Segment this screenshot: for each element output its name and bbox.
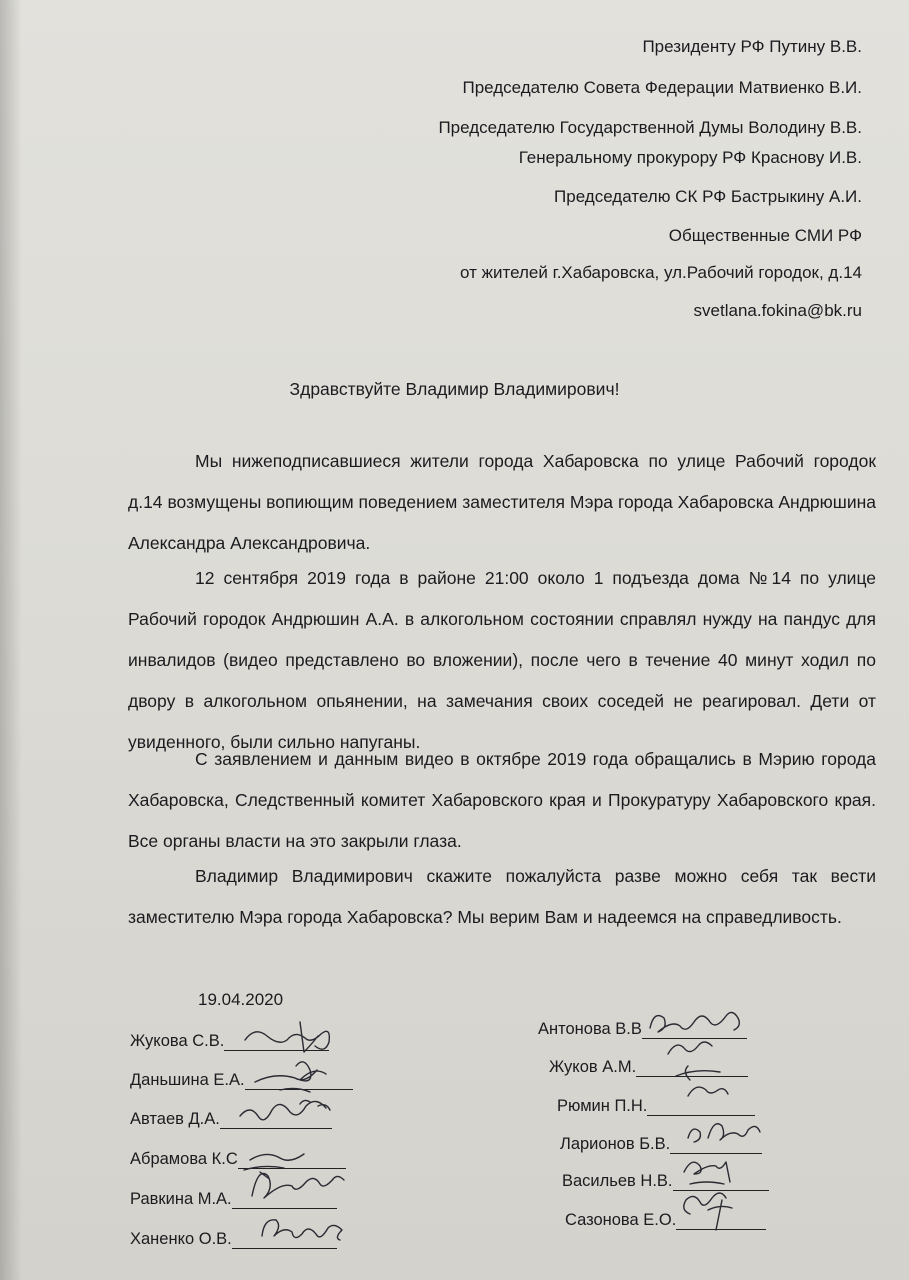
addressee-state-duma: Председателю Государственной Думы Володину В.В.: [438, 118, 862, 137]
signer-name: Ханенко О.В.: [130, 1230, 232, 1248]
signer-name: Автаев Д.А.: [130, 1110, 220, 1128]
paragraph-1: Мы нижеподписавшиеся жители города Хабаровска по улице Рабочий городок д.14 возмущены вопиющим поведением заместителя Мэра города Хабаровска Андрюшина Александра Александровича.: [128, 451, 876, 553]
addressee-prosecutor: Генеральному прокурору РФ Краснову И.В.: [518, 148, 862, 167]
addressee-federation-council: Председателю Совета Федерации Матвиенко В.И.: [462, 78, 862, 97]
signer-name: Антонова В.В: [538, 1020, 642, 1038]
signer-name: Сазонова Е.О.: [565, 1211, 677, 1229]
sender-line: от жителей г.Хабаровска, ул.Рабочий городок, д.14: [460, 263, 862, 282]
signer-name: Жуков А.М.: [549, 1058, 637, 1076]
paragraph-3: С заявлением и данным видео в октябре 2019 года обращались в Мэрию города Хабаровска, Следственный комитет Хабаровского края и Прокуратуру Хабаровского края. Все органы власти на это закрыли глаза.: [128, 749, 876, 851]
greeting: Здравствуйте Владимир Владимирович!: [289, 379, 620, 399]
addressee-investigative-committee: Председателю СК РФ Бастрыкину А.И.: [554, 187, 862, 206]
signer-name: Жукова С.В.: [130, 1032, 225, 1050]
signer-name: Рюмин П.Н.: [557, 1097, 648, 1115]
addressee-president: Президенту РФ Путину В.В.: [642, 37, 862, 56]
signer-name: Абрамова К.С: [130, 1150, 238, 1168]
sender-email: svetlana.fokina@bk.ru: [693, 301, 862, 320]
signer-name: Даньшина Е.А.: [130, 1071, 245, 1089]
paragraph-4: Владимир Владимирович скажите пожалуйста разве можно себя так вести заместителю Мэра города Хабаровска? Мы верим Вам и надеемся на справедливость.: [128, 866, 876, 927]
addressee-media: Общественные СМИ РФ: [668, 226, 862, 245]
signer-name: Васильев Н.В.: [562, 1172, 673, 1190]
paragraph-2: 12 сентября 2019 года в районе 21:00 около 1 подъезда дома №14 по улице Рабочий городок Андрюшин А.А. в алкогольном состоянии справлял нужду на пандус для инвалидов (видео представлено во вложении), после чего в течение 40 минут ходил по двору в алкогольном опьянении, на замечания своих соседей не реагировал. Дети от увиденного, были сильно напуганы.: [128, 568, 876, 752]
letter-date: 19.04.2020: [198, 990, 284, 1009]
signer-name: Ларионов Б.В.: [560, 1135, 671, 1153]
signer-name: Равкина М.А.: [130, 1190, 232, 1208]
